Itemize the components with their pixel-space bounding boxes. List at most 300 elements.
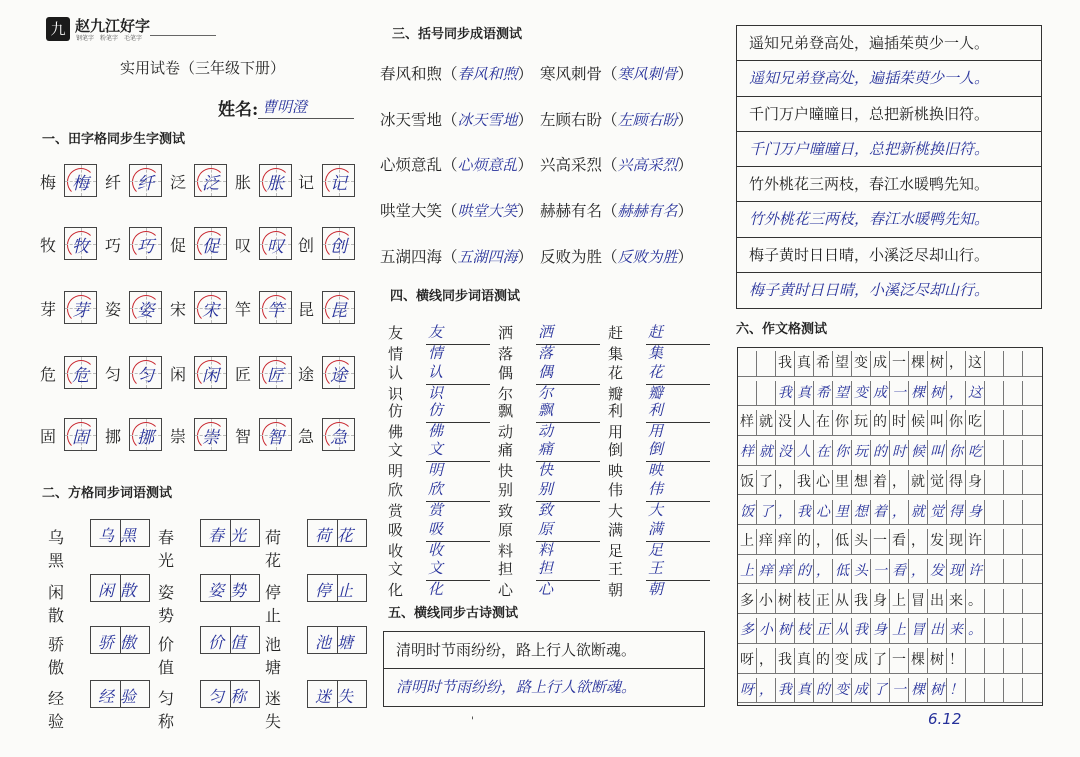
composition-cell[interactable] bbox=[1023, 381, 1042, 407]
composition-cell[interactable]: 。 bbox=[966, 618, 985, 644]
composition-cell[interactable] bbox=[1023, 648, 1042, 674]
composition-cell[interactable]: 饭 bbox=[738, 500, 757, 526]
composition-cell[interactable] bbox=[985, 529, 1004, 555]
tianzi-cell[interactable] bbox=[129, 291, 162, 324]
composition-cell[interactable]: 看 bbox=[890, 529, 909, 555]
composition-cell[interactable]: 许 bbox=[966, 559, 985, 585]
composition-cell[interactable]: ， bbox=[776, 500, 795, 526]
composition-cell[interactable]: 想 bbox=[852, 470, 871, 496]
tianzi-cell[interactable] bbox=[194, 291, 227, 324]
composition-cell[interactable]: 我 bbox=[776, 678, 795, 704]
composition-cell[interactable]: 想 bbox=[852, 500, 871, 526]
handwritten-word[interactable]: 满足 bbox=[648, 520, 664, 559]
composition-cell[interactable] bbox=[1004, 351, 1023, 377]
composition-cell[interactable]: 我 bbox=[852, 618, 871, 644]
composition-cell[interactable] bbox=[1023, 589, 1042, 615]
tianzi-cell[interactable] bbox=[322, 356, 355, 389]
composition-cell[interactable]: 希 bbox=[814, 351, 833, 377]
poem-line-handwritten: 遥知兄弟登高处，遍插茱萸少一人。 bbox=[737, 61, 1041, 96]
tianzi-cell[interactable] bbox=[194, 356, 227, 389]
composition-cell[interactable]: 树 bbox=[928, 351, 947, 377]
composition-cell[interactable]: 就 bbox=[909, 470, 928, 496]
footer-dot: ' bbox=[471, 716, 474, 727]
composition-cell[interactable]: 身 bbox=[966, 470, 985, 496]
composition-cell[interactable]: ， bbox=[947, 351, 966, 377]
composition-cell[interactable] bbox=[1004, 470, 1023, 496]
fangge-cells[interactable] bbox=[90, 574, 150, 602]
composition-cell[interactable]: 呀 bbox=[738, 678, 757, 704]
poem-line-handwritten: 千门万户曈曈日，总把新桃换旧符。 bbox=[737, 132, 1041, 167]
composition-cell[interactable]: 望 bbox=[833, 381, 852, 407]
composition-cell[interactable]: 棵 bbox=[909, 678, 928, 704]
tianzi-cell[interactable] bbox=[322, 418, 355, 451]
composition-cell[interactable]: ， bbox=[776, 470, 795, 496]
handwritten-char: 途 bbox=[330, 366, 347, 386]
composition-cell[interactable] bbox=[1023, 559, 1042, 585]
idiom-answer[interactable]: 赫赫有名 bbox=[617, 202, 678, 220]
composition-cell[interactable]: 的 bbox=[814, 648, 833, 674]
idiom-answer[interactable]: 春风和煦 bbox=[457, 65, 518, 83]
composition-cell[interactable]: 我 bbox=[852, 589, 871, 615]
idiom-answer[interactable]: 哄堂大笑 bbox=[457, 202, 518, 220]
composition-cell[interactable]: 时 bbox=[890, 440, 909, 466]
composition-cell[interactable]: ， bbox=[947, 381, 966, 407]
handwritten-word[interactable]: 洒落 bbox=[538, 323, 554, 362]
fangge-cells[interactable] bbox=[200, 519, 260, 547]
poem-line: 梅子黄时日日晴，小溪泛尽却山行。 bbox=[737, 238, 1041, 273]
composition-cell[interactable]: 着 bbox=[871, 500, 890, 526]
composition-cell[interactable]: 成 bbox=[852, 648, 871, 674]
composition-cell[interactable] bbox=[985, 678, 1004, 704]
composition-cell[interactable] bbox=[1004, 678, 1023, 704]
tianzi-cell[interactable] bbox=[322, 164, 355, 197]
answer-line bbox=[426, 501, 490, 502]
composition-row bbox=[738, 529, 1042, 555]
composition-cell[interactable]: 着 bbox=[871, 470, 890, 496]
tianzi-cell[interactable] bbox=[129, 356, 162, 389]
handwritten-char: 姿 bbox=[137, 301, 154, 321]
tianzi-cell[interactable] bbox=[129, 164, 162, 197]
composition-cell[interactable]: 来 bbox=[947, 618, 966, 644]
tianzi-cell[interactable] bbox=[259, 227, 292, 260]
composition-cell[interactable]: 候 bbox=[909, 440, 928, 466]
composition-cell[interactable] bbox=[757, 351, 776, 377]
composition-cell[interactable]: 一 bbox=[890, 678, 909, 704]
composition-row bbox=[738, 381, 1042, 407]
composition-cell[interactable]: ， bbox=[909, 559, 928, 585]
handwritten-word[interactable]: 友情 bbox=[428, 323, 444, 362]
tianzi-cell[interactable] bbox=[64, 164, 97, 197]
tianzi-cell[interactable] bbox=[259, 291, 292, 324]
handwritten-word[interactable]: 担心 bbox=[538, 559, 554, 598]
handwritten-word[interactable]: 王朝 bbox=[648, 559, 664, 598]
composition-cell[interactable]: 多 bbox=[738, 589, 757, 615]
composition-cell[interactable]: 看 bbox=[890, 559, 909, 585]
composition-cell[interactable] bbox=[1023, 410, 1042, 436]
composition-cell[interactable]: 你 bbox=[833, 410, 852, 436]
composition-cell[interactable]: 变 bbox=[833, 678, 852, 704]
composition-cell[interactable]: 希 bbox=[814, 381, 833, 407]
handwritten-word[interactable]: 仿佛 bbox=[428, 401, 444, 440]
composition-cell[interactable]: 痒 bbox=[757, 559, 776, 585]
composition-cell[interactable]: 从 bbox=[833, 589, 852, 615]
composition-cell[interactable]: 得 bbox=[947, 470, 966, 496]
composition-cell[interactable] bbox=[738, 381, 757, 407]
fangge-cells[interactable] bbox=[200, 680, 260, 708]
composition-cell[interactable]: 正 bbox=[814, 618, 833, 644]
word-label: 友情 bbox=[388, 324, 404, 363]
handwritten-word[interactable]: 认识 bbox=[428, 363, 444, 402]
composition-cell[interactable] bbox=[1004, 529, 1023, 555]
composition-cell[interactable]: 里 bbox=[833, 500, 852, 526]
handwritten-word[interactable]: 伟大 bbox=[648, 480, 664, 519]
composition-cell[interactable]: 得 bbox=[947, 500, 966, 526]
printed-char: 匠 bbox=[235, 365, 252, 384]
composition-cell[interactable]: 你 bbox=[947, 440, 966, 466]
fangge-cells[interactable] bbox=[307, 519, 367, 547]
printed-char: 泛 bbox=[170, 173, 187, 192]
composition-cell[interactable]: 成 bbox=[871, 351, 890, 377]
composition-cell[interactable] bbox=[1004, 648, 1023, 674]
composition-cell[interactable]: 的 bbox=[871, 410, 890, 436]
handwritten-word[interactable]: 倒映 bbox=[648, 440, 664, 479]
printed-char: 危 bbox=[40, 365, 57, 384]
composition-cell[interactable]: 发 bbox=[928, 559, 947, 585]
handwritten-word: 停止 bbox=[314, 581, 359, 600]
composition-cell[interactable] bbox=[985, 648, 1004, 674]
composition-cell[interactable]: 没 bbox=[776, 410, 795, 436]
composition-cell[interactable]: ！ bbox=[947, 648, 966, 674]
composition-cell[interactable] bbox=[1023, 351, 1042, 377]
composition-cell[interactable]: 我 bbox=[795, 500, 814, 526]
tianzi-cell[interactable] bbox=[64, 356, 97, 389]
composition-cell[interactable]: 真 bbox=[795, 381, 814, 407]
fangge-cells[interactable] bbox=[90, 626, 150, 654]
composition-cell[interactable]: 呀 bbox=[738, 648, 757, 674]
composition-cell[interactable]: 人 bbox=[795, 440, 814, 466]
fangge-cells[interactable] bbox=[307, 574, 367, 602]
composition-cell[interactable]: 人 bbox=[795, 410, 814, 436]
composition-cell[interactable]: 变 bbox=[852, 351, 871, 377]
composition-cell[interactable] bbox=[1004, 381, 1023, 407]
composition-cell[interactable]: 了 bbox=[757, 500, 776, 526]
handwritten-word[interactable]: 痛快 bbox=[538, 440, 554, 479]
composition-cell[interactable]: ， bbox=[757, 678, 776, 704]
composition-cell[interactable]: 的 bbox=[871, 440, 890, 466]
handwritten-word[interactable]: 花瓣 bbox=[648, 363, 664, 402]
composition-cell[interactable]: 你 bbox=[947, 410, 966, 436]
composition-cell[interactable] bbox=[1023, 678, 1042, 704]
composition-cell[interactable] bbox=[966, 648, 985, 674]
composition-cell[interactable]: ， bbox=[757, 648, 776, 674]
fangge-cells[interactable] bbox=[90, 680, 150, 708]
section-title: 二、方格同步词语测试 bbox=[42, 486, 173, 501]
handwritten-char: 胀 bbox=[267, 174, 284, 194]
composition-cell[interactable]: 的 bbox=[795, 529, 814, 555]
tianzi-cell[interactable] bbox=[194, 418, 227, 451]
tianzi-cell[interactable] bbox=[259, 418, 292, 451]
composition-cell[interactable]: 一 bbox=[871, 529, 890, 555]
composition-cell[interactable]: 树 bbox=[776, 589, 795, 615]
composition-cell[interactable] bbox=[985, 470, 1004, 496]
handwritten-char: 纤 bbox=[137, 174, 154, 194]
answer-line bbox=[536, 501, 600, 502]
composition-cell[interactable]: 树 bbox=[928, 381, 947, 407]
handwritten-char: 芽 bbox=[72, 301, 89, 321]
composition-cell[interactable]: 候 bbox=[909, 410, 928, 436]
composition-cell[interactable]: 玩 bbox=[852, 440, 871, 466]
composition-cell[interactable]: 心 bbox=[814, 470, 833, 496]
composition-cell[interactable]: 正 bbox=[814, 589, 833, 615]
idiom-answer[interactable]: 心烦意乱 bbox=[457, 156, 518, 174]
composition-cell[interactable]: 上 bbox=[890, 618, 909, 644]
tianzi-cell[interactable] bbox=[64, 227, 97, 260]
handwritten-word[interactable]: 别致 bbox=[538, 480, 554, 519]
fangge-cells[interactable] bbox=[307, 680, 367, 708]
composition-cell[interactable]: 你 bbox=[833, 440, 852, 466]
composition-cell[interactable]: 出 bbox=[928, 618, 947, 644]
composition-cell[interactable]: 头 bbox=[852, 529, 871, 555]
composition-cell[interactable]: 觉 bbox=[928, 470, 947, 496]
idiom-answer[interactable]: 五湖四海 bbox=[457, 248, 518, 266]
composition-cell[interactable] bbox=[1023, 618, 1042, 644]
composition-cell[interactable]: ， bbox=[814, 559, 833, 585]
composition-cell[interactable]: 出 bbox=[928, 589, 947, 615]
tianzi-cell[interactable] bbox=[322, 227, 355, 260]
composition-cell[interactable]: 冒 bbox=[909, 618, 928, 644]
answer-line bbox=[536, 580, 600, 581]
composition-cell[interactable] bbox=[1004, 559, 1023, 585]
composition-cell[interactable]: 痒 bbox=[776, 529, 795, 555]
composition-cell[interactable]: 一 bbox=[890, 351, 909, 377]
composition-cell[interactable]: 觉 bbox=[928, 500, 947, 526]
composition-cell[interactable]: 真 bbox=[795, 678, 814, 704]
fangge-cells[interactable] bbox=[200, 626, 260, 654]
composition-cell[interactable]: 就 bbox=[757, 440, 776, 466]
printed-char: 促 bbox=[170, 236, 187, 255]
answer-line bbox=[646, 461, 710, 462]
composition-cell[interactable]: 成 bbox=[871, 381, 890, 407]
composition-cell[interactable]: 树 bbox=[928, 678, 947, 704]
composition-cell[interactable]: 。 bbox=[966, 589, 985, 615]
composition-cell[interactable]: 多 bbox=[738, 618, 757, 644]
handwritten-word[interactable]: 原料 bbox=[538, 520, 554, 559]
composition-cell[interactable]: 就 bbox=[909, 500, 928, 526]
idiom-answer[interactable]: 左顾右盼 bbox=[617, 111, 678, 129]
composition-cell[interactable] bbox=[985, 351, 1004, 377]
composition-cell[interactable]: 一 bbox=[890, 381, 909, 407]
composition-cell[interactable] bbox=[1004, 410, 1023, 436]
composition-cell[interactable]: 棵 bbox=[909, 381, 928, 407]
composition-cell[interactable]: 现 bbox=[947, 559, 966, 585]
handwritten-word[interactable]: 飘动 bbox=[538, 401, 554, 440]
composition-cell[interactable] bbox=[1004, 589, 1023, 615]
word-label: 偶尔 bbox=[498, 364, 514, 403]
poem-box-right[interactable] bbox=[736, 25, 1042, 309]
composition-cell[interactable]: 我 bbox=[776, 648, 795, 674]
composition-cell[interactable]: 变 bbox=[833, 648, 852, 674]
composition-cell[interactable] bbox=[985, 559, 1004, 585]
composition-cell[interactable]: 真 bbox=[795, 351, 814, 377]
handwritten-word[interactable]: 欣赏 bbox=[428, 480, 444, 519]
composition-cell[interactable]: 许 bbox=[966, 529, 985, 555]
composition-cell[interactable]: 低 bbox=[833, 529, 852, 555]
composition-cell[interactable]: 我 bbox=[776, 351, 795, 377]
composition-cell[interactable]: 身 bbox=[871, 618, 890, 644]
composition-cell[interactable]: 树 bbox=[776, 618, 795, 644]
handwritten-word[interactable]: 赶集 bbox=[648, 323, 664, 362]
composition-cell[interactable] bbox=[1004, 440, 1023, 466]
composition-cell[interactable]: 上 bbox=[738, 529, 757, 555]
composition-cell[interactable] bbox=[1004, 500, 1023, 526]
composition-cell[interactable]: 棵 bbox=[909, 648, 928, 674]
handwritten-word[interactable]: 文明 bbox=[428, 440, 444, 479]
composition-cell[interactable]: 痒 bbox=[757, 529, 776, 555]
handwritten-word[interactable]: 吸收 bbox=[428, 520, 444, 559]
composition-cell[interactable]: 从 bbox=[833, 618, 852, 644]
composition-cell[interactable] bbox=[1023, 529, 1042, 555]
handwritten-word[interactable]: 偶尔 bbox=[538, 363, 554, 402]
tianzi-cell[interactable] bbox=[194, 164, 227, 197]
brand-logo: 九 bbox=[46, 17, 70, 41]
composition-cell[interactable]: 小 bbox=[757, 618, 776, 644]
composition-cell[interactable]: 痒 bbox=[776, 559, 795, 585]
composition-cell[interactable]: 吃 bbox=[966, 410, 985, 436]
composition-cell[interactable]: 枝 bbox=[795, 589, 814, 615]
idiom-answer[interactable]: 兴高采烈 bbox=[617, 156, 678, 174]
idiom-answer[interactable]: 冰天雪地 bbox=[457, 111, 518, 129]
composition-cell[interactable]: 身 bbox=[966, 500, 985, 526]
composition-cell[interactable] bbox=[985, 440, 1004, 466]
composition-cell[interactable]: 发 bbox=[928, 529, 947, 555]
composition-cell[interactable] bbox=[985, 618, 1004, 644]
tianzi-cell[interactable] bbox=[64, 291, 97, 324]
tianzi-cell[interactable] bbox=[129, 418, 162, 451]
composition-cell[interactable]: 玩 bbox=[852, 410, 871, 436]
composition-cell[interactable]: ， bbox=[814, 529, 833, 555]
handwritten-word[interactable]: 利用 bbox=[648, 401, 664, 440]
composition-cell[interactable]: 样 bbox=[738, 410, 757, 436]
composition-cell[interactable]: 冒 bbox=[909, 589, 928, 615]
idiom-item: 哄堂大笑（哄堂大笑） bbox=[380, 202, 534, 220]
composition-cell[interactable]: 我 bbox=[776, 381, 795, 407]
composition-cell[interactable]: 一 bbox=[890, 648, 909, 674]
tianzi-cell[interactable] bbox=[322, 291, 355, 324]
answer-line bbox=[646, 384, 710, 385]
composition-cell[interactable]: 饭 bbox=[738, 470, 757, 496]
composition-cell[interactable] bbox=[757, 381, 776, 407]
composition-cell[interactable] bbox=[985, 381, 1004, 407]
handwritten-word[interactable]: 文化 bbox=[428, 559, 444, 598]
printed-char: 姿 bbox=[105, 300, 122, 319]
composition-cell[interactable]: 这 bbox=[966, 351, 985, 377]
composition-cell[interactable]: 低 bbox=[833, 559, 852, 585]
composition-cell[interactable]: 样 bbox=[738, 440, 757, 466]
word-label: 乌黑 bbox=[48, 528, 65, 570]
composition-grid[interactable] bbox=[737, 347, 1043, 706]
composition-cell[interactable]: 叫 bbox=[928, 410, 947, 436]
composition-cell[interactable]: 时 bbox=[890, 410, 909, 436]
composition-cell[interactable] bbox=[1023, 470, 1042, 496]
composition-cell[interactable]: 棵 bbox=[909, 351, 928, 377]
composition-cell[interactable]: 了 bbox=[757, 470, 776, 496]
fangge-cells[interactable] bbox=[307, 626, 367, 654]
section-title: 五、横线同步古诗测试 bbox=[388, 606, 519, 621]
composition-cell[interactable]: 枝 bbox=[795, 618, 814, 644]
composition-cell[interactable] bbox=[1023, 500, 1042, 526]
composition-cell[interactable]: ！ bbox=[947, 678, 966, 704]
composition-cell[interactable] bbox=[738, 351, 757, 377]
composition-cell[interactable]: 上 bbox=[890, 589, 909, 615]
composition-cell[interactable] bbox=[985, 500, 1004, 526]
composition-cell[interactable]: 了 bbox=[871, 648, 890, 674]
composition-cell[interactable] bbox=[985, 589, 1004, 615]
composition-cell[interactable]: 这 bbox=[966, 381, 985, 407]
composition-cell[interactable]: 叫 bbox=[928, 440, 947, 466]
composition-cell[interactable]: 的 bbox=[814, 678, 833, 704]
composition-cell[interactable]: 就 bbox=[757, 410, 776, 436]
composition-cell[interactable] bbox=[966, 678, 985, 704]
poem-line-handwritten: 梅子黄时日日晴，小溪泛尽却山行。 bbox=[749, 280, 990, 299]
answer-line bbox=[536, 344, 600, 345]
handwritten-word: 价值 bbox=[207, 633, 252, 652]
composition-cell[interactable]: 我 bbox=[795, 470, 814, 496]
composition-cell[interactable]: 了 bbox=[871, 678, 890, 704]
tianzi-cell[interactable] bbox=[259, 164, 292, 197]
composition-cell[interactable] bbox=[1004, 618, 1023, 644]
printed-char: 纤 bbox=[105, 173, 122, 192]
tianzi-cell[interactable] bbox=[64, 418, 97, 451]
composition-cell[interactable]: 真 bbox=[795, 648, 814, 674]
composition-cell[interactable]: 在 bbox=[814, 440, 833, 466]
composition-cell[interactable]: 心 bbox=[814, 500, 833, 526]
composition-cell[interactable]: 小 bbox=[757, 589, 776, 615]
handwritten-word: 闲散 bbox=[97, 581, 142, 600]
composition-cell[interactable]: 上 bbox=[738, 559, 757, 585]
composition-cell[interactable]: 来 bbox=[947, 589, 966, 615]
fangge-cells[interactable] bbox=[90, 519, 150, 547]
composition-cell[interactable]: ， bbox=[909, 529, 928, 555]
tianzi-cell[interactable] bbox=[129, 227, 162, 260]
handwritten-word: 春光 bbox=[207, 526, 252, 545]
composition-cell[interactable]: 的 bbox=[795, 559, 814, 585]
idiom-answer[interactable]: 反败为胜 bbox=[617, 248, 678, 266]
word-label: 价值 bbox=[158, 635, 175, 677]
composition-cell[interactable]: 在 bbox=[814, 410, 833, 436]
composition-cell[interactable]: 身 bbox=[871, 589, 890, 615]
composition-cell[interactable]: 变 bbox=[852, 381, 871, 407]
composition-cell[interactable]: 一 bbox=[871, 559, 890, 585]
composition-cell[interactable]: 现 bbox=[947, 529, 966, 555]
composition-cell[interactable] bbox=[1023, 440, 1042, 466]
idiom-answer[interactable]: 寒风刺骨 bbox=[617, 65, 678, 83]
composition-cell[interactable]: 望 bbox=[833, 351, 852, 377]
tianzi-cell[interactable] bbox=[259, 356, 292, 389]
printed-char: 牧 bbox=[40, 236, 57, 255]
composition-cell[interactable]: 没 bbox=[776, 440, 795, 466]
composition-cell[interactable] bbox=[985, 410, 1004, 436]
composition-cell[interactable]: 成 bbox=[852, 678, 871, 704]
composition-cell[interactable]: 吃 bbox=[966, 440, 985, 466]
composition-cell[interactable]: ， bbox=[890, 470, 909, 496]
fangge-cells[interactable] bbox=[200, 574, 260, 602]
composition-cell[interactable]: 里 bbox=[833, 470, 852, 496]
composition-cell[interactable]: 树 bbox=[928, 648, 947, 674]
tianzi-cell[interactable] bbox=[194, 227, 227, 260]
printed-char: 急 bbox=[298, 427, 315, 446]
composition-cell[interactable]: 头 bbox=[852, 559, 871, 585]
composition-cell[interactable]: ， bbox=[890, 500, 909, 526]
